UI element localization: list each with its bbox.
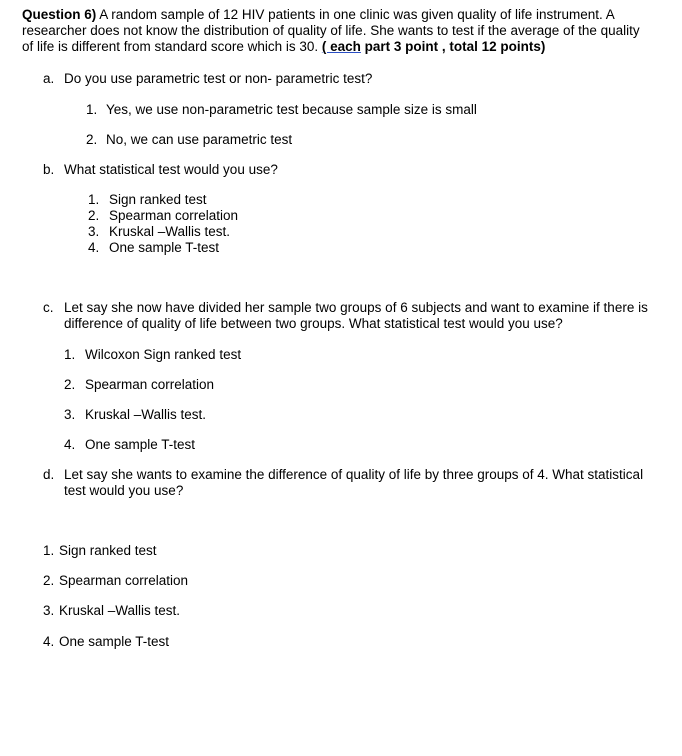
part-b-option-3: Kruskal –Wallis test. <box>109 224 231 239</box>
part-a-option-2: No, we can use parametric test <box>106 132 293 147</box>
part-b-option-3-number: 3. <box>88 224 100 239</box>
part-a-question: Do you use parametric test or non- parametric test? <box>64 71 373 86</box>
question-line-3: of life is different from standard score which is 30. ( each part 3 point , total 12 points) <box>22 39 546 54</box>
part-d-option-4-number: 4. <box>43 634 55 649</box>
part-a-option-2-number: 2. <box>86 132 98 147</box>
part-b-option-1-number: 1. <box>88 192 100 207</box>
part-b-option-4: One sample T-test <box>109 240 220 255</box>
points-note-underlined: ( each <box>321 39 361 54</box>
part-b-option-2: Spearman correlation <box>109 208 239 223</box>
part-c-option-2-number: 2. <box>64 377 76 392</box>
part-b-option-4-number: 4. <box>88 240 100 255</box>
part-c-option-1-number: 1. <box>64 347 76 362</box>
question-label: Question 6) <box>22 7 97 22</box>
part-c-question-line-2: difference of quality of life between two groups. What statistical test would you use? <box>64 316 563 331</box>
part-c-option-3: Kruskal –Wallis test. <box>85 407 207 422</box>
part-d-option-2-number: 2. <box>43 573 55 588</box>
part-b-option-2-number: 2. <box>88 208 100 223</box>
part-c-option-3-number: 3. <box>64 407 76 422</box>
part-a-option-1-number: 1. <box>86 102 98 117</box>
question-line-1: Question 6) A random sample of 12 HIV patients in one clinic was given quality of life instrument. A <box>22 7 615 22</box>
part-d-option-3: Kruskal –Wallis test. <box>59 603 181 618</box>
part-c-option-4-number: 4. <box>64 437 76 452</box>
part-c-marker: c. <box>43 300 54 315</box>
part-d-marker: d. <box>43 467 55 482</box>
part-d-option-1-number: 1. <box>43 543 55 558</box>
part-a-option-1: Yes, we use non-parametric test because sample size is small <box>106 102 477 117</box>
part-d-option-2: Spearman correlation <box>59 573 189 588</box>
part-b-question: What statistical test would you use? <box>64 162 278 177</box>
part-d-question-line-2: test would you use? <box>64 483 184 498</box>
part-d-question-line-1: Let say she wants to examine the difference of quality of life by three groups of 4. What statistical <box>64 467 644 482</box>
part-b-marker: b. <box>43 162 55 177</box>
part-d-option-4: One sample T-test <box>59 634 170 649</box>
question-line-2: researcher does not know the distribution of quality of life. She wants to test if the average of the quality <box>22 23 640 38</box>
question-header <box>22 7 674 55</box>
part-a-marker: a. <box>43 71 55 86</box>
part-b-option-1: Sign ranked test <box>109 192 207 207</box>
part-d-option-1: Sign ranked test <box>59 543 157 558</box>
part-c-question-line-1: Let say she now have divided her sample two groups of 6 subjects and want to examine if there is <box>64 300 648 315</box>
part-c-option-1: Wilcoxon Sign ranked test <box>85 347 242 362</box>
part-c-option-2: Spearman correlation <box>85 377 215 392</box>
part-c-option-4: One sample T-test <box>85 437 196 452</box>
points-note: part 3 point , total 12 points) <box>360 39 546 54</box>
part-d-option-3-number: 3. <box>43 603 55 618</box>
